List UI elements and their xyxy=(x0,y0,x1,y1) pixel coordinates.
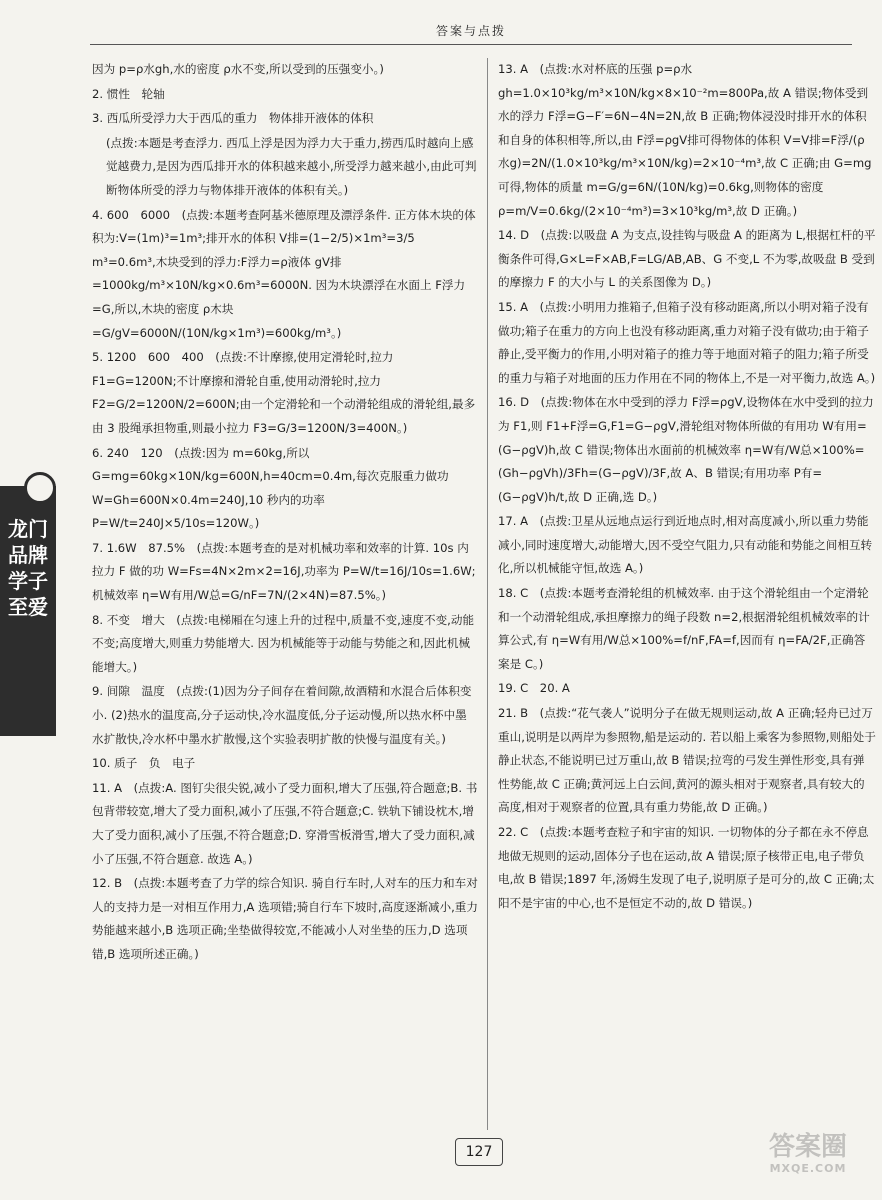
watermark-main: 答案圈 xyxy=(768,1132,847,1162)
answer-item: 14. D (点拨:以吸盘 A 为支点,设挂钩与吸盘 A 的距离为 L,根据杠杆的平衡条件可得,G×L=F×AB,F=LG/AB,AB、G 不变,L 不为零,故吸盘 B 受到的摩擦力 F 的大小与 L 的关系图像为 D。) xyxy=(498,228,876,290)
answer-item: 2. 惯性 轮轴 xyxy=(92,86,165,101)
answer-item: 6. 240 120 (点拨:因为 m=60kg,所以 G=mg=60kg×10N/kg=600N,h=40cm=0.4m,每次克服重力做功 W=Gh=600N×0.4m=240J,10 秒内的功率 P=W/t=240J×5/10s=120W。) xyxy=(92,445,449,531)
left-column xyxy=(92,58,478,1120)
watermark-logo xyxy=(748,1132,868,1182)
answer-item: 10. 质子 负 电子 xyxy=(92,756,196,771)
page-header: 答案与点拨 xyxy=(90,22,852,45)
answer-item: 11. A (点拨:A. 图钉尖很尖锐,减小了受力面积,增大了压强,符合题意;B. 书包背带较宽,增大了受力面积,减小了压强,不符合题意;C. 铁轨下铺设枕木,增大了受力面积,减小了压强,不符合题意;D. 穿滑雪板滑雪,增大了受力面积,减小了压强,不符合题意. 故选 A。) xyxy=(92,780,478,866)
answer-item: 19. C 20. A xyxy=(498,681,570,696)
answer-item: 15. A (点拨:小明用力推箱子,但箱子没有移动距离,所以小明对箱子没有做功;箱子在重力的方向上也没有移动距离,重力对箱子没有做功;由于箱子静止,受平衡力的作用,小明对箱子的推力等于地面对箱子的阻力;箱子所受的重力与箱子对地面的压力作用在不同的物体上,不是一对平衡力,故选 A。) xyxy=(498,299,876,385)
column-divider xyxy=(487,58,488,1130)
answer-item: 8. 不变 增大 (点拨:电梯厢在匀速上升的过程中,质量不变,速度不变,动能不变;高度增大,则重力势能增大. 因为机械能等于动能与势能之和,因此机械能增大。) xyxy=(92,612,475,674)
side-brand-label: 龙门品牌 学子至爱 xyxy=(8,517,48,619)
answer-item: 16. D (点拨:物体在水中受到的浮力 F浮=ρgV,设物体在水中受到的拉力为 F1,则 F1+F浮=G,F1=G−ρgV,滑轮组对物体所做的有用功 W有用=(G−ρgV)h,故 C 错误;物体出水面前的机械效率 η=W有/W总×100%=(Gh−ρgVh)/3Fh=(G−ρgV)/3F,故 A、B 错误;有用功率 P有=(G−ρgV)h/t,故 D 正确,选 D。) xyxy=(498,395,874,504)
page-number: 127 xyxy=(455,1138,503,1166)
side-brand-band xyxy=(0,486,56,736)
watermark-sub: MXQE.COM xyxy=(769,1162,847,1175)
answer-item: 9. 间隙 温度 (点拨:(1)因为分子间存在着间隙,故酒精和水混合后体积变小. (2)热水的温度高,分子运动快,冷水温度低,分子运动慢,所以热水杯中墨水扩散快,冷水杯中墨水扩散慢,这个实验表明扩散的快慢与温度有关。) xyxy=(92,684,472,746)
answer-item: 17. A (点拨:卫星从远地点运行到近地点时,相对高度减小,所以重力势能减小,同时速度增大,动能增大,因不受空气阻力,只有动能和势能之间相互转化,所以机械能守恒,故选 A。) xyxy=(498,514,873,576)
answer-item: 5. 1200 600 400 (点拨:不计摩擦,使用定滑轮时,拉力 F1=G=1200N;不计摩擦和滑轮自重,使用动滑轮时,拉力 F2=G/2=1200N/2=600N;由一个定滑轮和一个动滑轮组成的滑轮组,最多由 3 股绳承担物重,则最小拉力 F3=G/3=1200N/3=400N。) xyxy=(92,350,476,435)
right-column xyxy=(498,58,876,1120)
answer-item: 3. 西瓜所受浮力大于西瓜的重力 物体排开液体的体积 xyxy=(92,111,374,126)
answer-item: 13. A (点拨:水对杯底的压强 p=ρ水gh=1.0×10³kg/m³×10N/kg×8×10⁻²m=800Pa,故 A 错误;物体受到水的浮力 F浮=G−F′=6N−4N=2N,故 B 正确;物体浸没时排开水的体积和自身的体积相等,所以,由 F浮=ρgV排可得物体的体积 V=V排=F浮/(ρ水g)=2N/(1.0×10³kg/m³×10N/kg)=2×10⁻⁴m³,故 C 正确;由 G=mg 可得,物体的质量 m=G/g=6N/(10N/kg)=0.6kg,则物体的密度 ρ=m/V=0.6kg/(2×10⁻⁴m³)=3×10³kg/m³,故 D 正确。) xyxy=(498,62,872,218)
answer-item: 22. C (点拨:本题考查粒子和宇宙的知识. 一切物体的分子都在永不停息地做无规则的运动,固体分子也在运动,故 A 错误;原子核带正电,电子带负电,故 B 错误;1897 年,汤姆生发现了电子,说明原子是可分的,故 C 正确;太阳不是宇宙的中心,也不是恒定不动的,故 D 错误。) xyxy=(498,825,875,910)
answer-hint: (点拨:本题是考查浮力. 西瓜上浮是因为浮力大于重力,捞西瓜时越向上感觉越费力,是因为西瓜排开水的体积越来越小,所受浮力越来越小,由此可判断物体所受的浮力与物体排开液体的体积有关。) xyxy=(106,135,477,197)
answer-item: 18. C (点拨:本题考查滑轮组的机械效率. 由于这个滑轮组由一个定滑轮和一个动滑轮组成,承担摩擦力的绳子段数 n=2,根据滑轮组机械效率的计算公式,有 η=W有用/W总×100%=f/nF,FA=f,因而有 η=FA/2F,正确答案是 C。) xyxy=(498,586,870,671)
answer-item: 因为 p=ρ水gh,水的密度 ρ水不变,所以受到的压强变小。) xyxy=(92,62,384,76)
answer-item: 12. B (点拨:本题考查了力学的综合知识. 骑自行车时,人对车的压力和车对人的支持力是一对相互作用力,A 选项错;骑自行车下坡时,高度逐渐减小,重力势能越来越小,B 选项正确;坐垫做得较宽,不能减小人对坐垫的压力,D 选项错,B 选项所述正确。) xyxy=(92,876,478,961)
answer-item: 4. 600 6000 (点拨:本题考查阿基米德原理及漂浮条件. 正方体木块的体积为:V=(1m)³=1m³;排开水的体积 V排=(1−2/5)×1m³=3/5 m³=0.6m³,木块受到的浮力:F浮力=ρ液体 gV排=1000kg/m³×10N/kg×0.6m³=6000N. 因为木块漂浮在水面上 F浮力=G,所以,木块的密度 ρ木块=G/gV=6000N/(10N/kg×1m³)=600kg/m³。) xyxy=(92,207,476,340)
ring-icon xyxy=(24,472,56,504)
answer-item: 7. 1.6W 87.5% (点拨:本题考查的是对机械功率和效率的计算. 10s 内拉力 F 做的功 W=Fs=4N×2m×2=16J,功率为 P=W/t=16J/10s=1.6W;机械效率 η=W有用/W总=G/nF=7N/(2×4N)=87.5%。) xyxy=(92,540,476,603)
answer-item: 21. B (点拨:“花气袭人”说明分子在做无规则运动,故 A 正确;轻舟已过万重山,说明是以两岸为参照物,船是运动的. 若以船上乘客为参照物,则船处于静止状态,不能说明已过万重山,故 B 错误;拉弯的弓发生弹性形变,具有弹性势能,故 C 正确;黄河远上白云间,黄河的源头相对于观察者,具有较大的高度,相对于观察者的位置,具有重力势能,故 D 正确。) xyxy=(498,706,876,815)
